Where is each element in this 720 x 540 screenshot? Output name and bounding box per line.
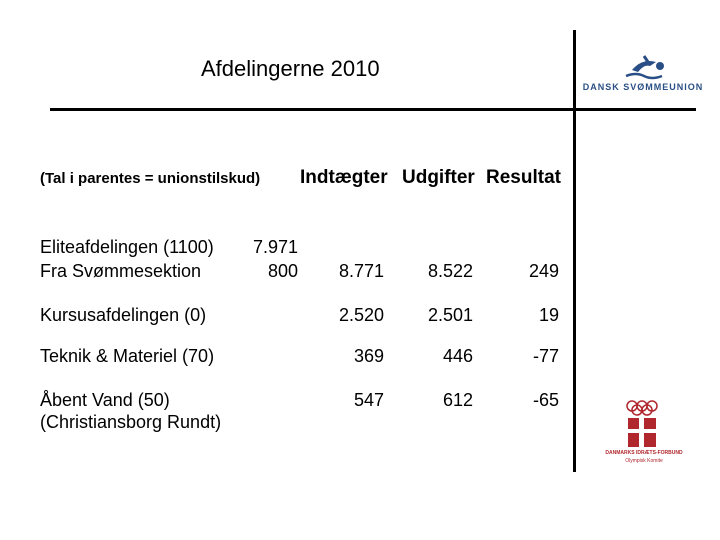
vertical-divider bbox=[573, 30, 576, 472]
row-result: 19 bbox=[538, 305, 559, 325]
row-name: Kursusafdelingen (0) bbox=[40, 305, 207, 325]
row-income: 8.771 bbox=[338, 261, 384, 281]
row-subsidy: 800 bbox=[267, 261, 298, 281]
row-expenses: 2.501 bbox=[427, 305, 473, 325]
row-expenses: 8.522 bbox=[427, 261, 473, 281]
row-name: Eliteafdelingen (1100) bbox=[40, 237, 214, 257]
row-result: -77 bbox=[532, 346, 559, 366]
dansk-svommeunion-logo bbox=[578, 52, 708, 96]
danmarks-idraetsforbund-logo bbox=[600, 398, 688, 468]
row-subsidy: 7.971 bbox=[252, 237, 298, 257]
header-result: Resultat bbox=[486, 167, 561, 188]
row-result: -65 bbox=[532, 390, 559, 410]
horizontal-divider bbox=[50, 108, 696, 111]
row-income: 547 bbox=[353, 390, 384, 410]
row-expenses: 612 bbox=[442, 390, 473, 410]
row-name: (Christiansborg Rundt) bbox=[40, 412, 222, 432]
row-name: Fra Svømmesektion bbox=[40, 261, 202, 281]
header-income: Indtægter bbox=[300, 167, 388, 188]
dsu-logo-text: DANSK SVØMMEUNION bbox=[582, 82, 704, 92]
row-income: 2.520 bbox=[338, 305, 384, 325]
row-income: 369 bbox=[353, 346, 384, 366]
row-name: Teknik & Materiel (70) bbox=[40, 346, 215, 366]
page-title: Afdelingerne 2010 bbox=[201, 56, 380, 81]
dif-logo-subtext: Olympisk Komite bbox=[625, 458, 663, 464]
subsidy-note: (Tal i parentes = unionstilskud) bbox=[40, 170, 261, 187]
row-expenses: 446 bbox=[442, 346, 473, 366]
header-expenses: Udgifter bbox=[402, 167, 475, 188]
row-result: 249 bbox=[528, 261, 559, 281]
dif-logo-text: DANMARKS IDRÆTS-FORBUND bbox=[605, 450, 683, 456]
olympic-rings-cross-icon bbox=[600, 398, 688, 448]
row-name: Åbent Vand (50) bbox=[40, 390, 170, 410]
